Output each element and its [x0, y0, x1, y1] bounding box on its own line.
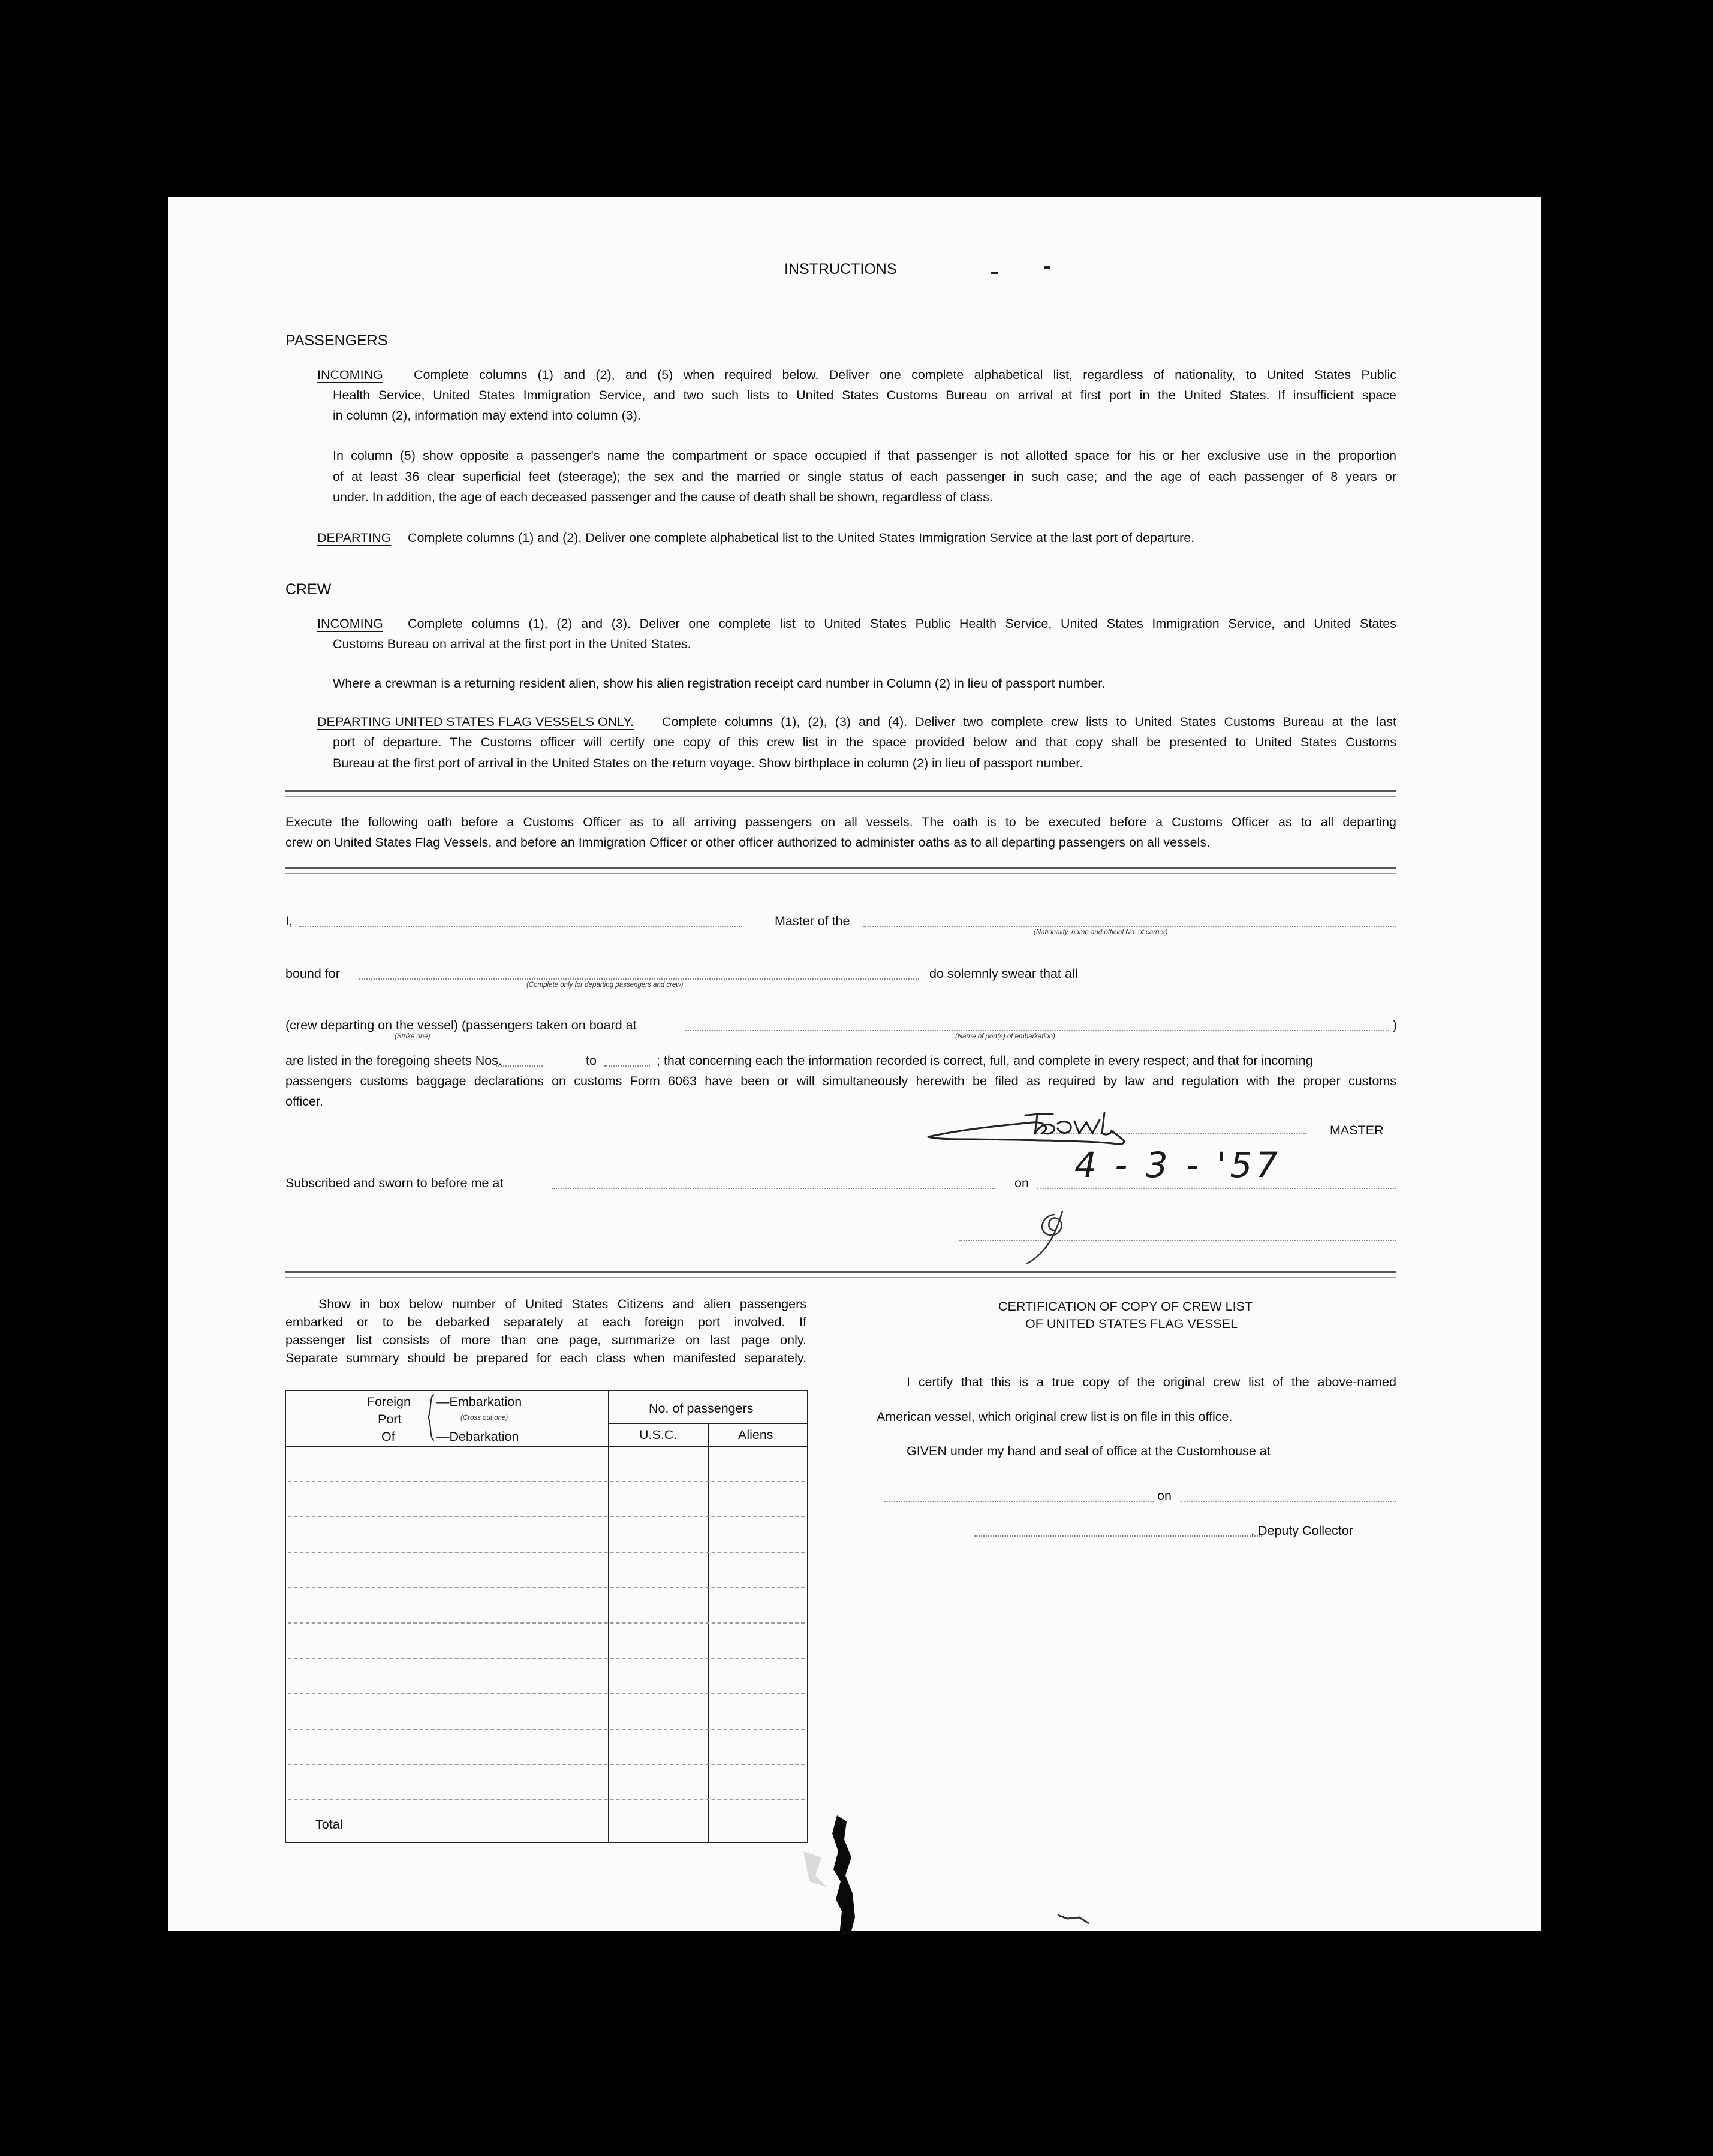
foreign-label: Foreign	[367, 1395, 411, 1409]
crew-incoming-text: Complete columns (1), (2) and (3). Deliver one complete list to United States Public Health Service, United States Immigration Service, and United States	[408, 616, 1396, 631]
deputy-collector-label: , Deputy Collector	[1251, 1523, 1353, 1538]
passengers-incoming-text: Complete columns (1) and (2), and (5) when required below. Deliver one complete alphabetical list, regardless of nationality, to United States Public	[414, 368, 1396, 382]
table-row[interactable]	[288, 1587, 805, 1588]
crew-departing-label: DEPARTING UNITED STATES FLAG VESSELS ONLY.	[317, 715, 634, 729]
passengers-heading: PASSENGERS	[285, 332, 388, 349]
summary-instruction: embarked or to be debarked separately at each foreign port involved. If	[285, 1315, 806, 1329]
crew-departing-text: Complete columns (1), (2), (3) and (4). Deliver two complete crew lists to United States Customs Bureau at the last	[662, 715, 1396, 729]
bound-for-field[interactable]	[359, 978, 919, 980]
certification-heading: CERTIFICATION OF COPY OF CREW LIST	[998, 1299, 1253, 1314]
stray-mark	[1044, 266, 1050, 269]
passengers-incoming-label: INCOMING	[317, 368, 383, 382]
listed-text: ; that concerning each the information recorded is correct, full, and complete in every respect; and that for incoming	[657, 1053, 1313, 1068]
column5-text: In column (5) show opposite a passenger's name the compartment or space occupied if that passenger is not allotted space for his or her exclusive use in the proportion	[333, 448, 1396, 463]
crew-incoming-text: Customs Bureau on arrival at the first port in the United States.	[333, 637, 691, 651]
certification-heading: OF UNITED STATES FLAG VESSEL	[1025, 1317, 1238, 1331]
table-divider	[708, 1423, 709, 1842]
total-label: Total	[315, 1817, 343, 1832]
stray-mark	[991, 272, 998, 274]
passenger-summary-table	[285, 1390, 808, 1843]
oath-instruction-text: crew on United States Flag Vessels, and before an Immigration Officer or other officer authorized to administer oaths as to all departing passengers on all vessels.	[285, 835, 1211, 850]
master-signature	[925, 1102, 1164, 1150]
divider	[285, 867, 1396, 874]
page-title: INSTRUCTIONS	[784, 261, 897, 278]
crew-departing-oath-text: (crew departing on the vessel) (passengers taken on board at	[285, 1018, 637, 1032]
officer-initials	[1019, 1204, 1085, 1270]
table-row[interactable]	[288, 1658, 805, 1659]
oath-instruction-text: Execute the following oath before a Customs Officer as to all arriving passengers on all vessels. The oath is to be executed before a Customs Officer as to all departing	[285, 815, 1396, 829]
crew-resident-text: Where a crewman is a returning resident alien, show his alien registration receipt card number in Column (2) in lieu of passport number.	[333, 676, 1106, 691]
crew-heading: CREW	[285, 581, 332, 598]
certification-text: I certify that this is a true copy of the original crew list of the above-named	[907, 1375, 1396, 1389]
table-header-rule	[285, 1446, 807, 1447]
listed-prefix: are listed in the foregoing sheets Nos.	[285, 1053, 502, 1068]
torn-edge-mark	[797, 1815, 893, 1935]
ports-note: (Name of port(s) of embarkation)	[955, 1033, 1055, 1040]
master-of-label: Master of the	[775, 914, 850, 928]
table-row[interactable]	[288, 1729, 805, 1730]
table-row[interactable]	[288, 1764, 805, 1765]
to-label: to	[586, 1053, 597, 1068]
summary-instruction: Separate summary should be prepared for each class when manifested separately.	[285, 1351, 806, 1365]
stray-mark	[1055, 1910, 1091, 1928]
listed-text: officer.	[285, 1094, 323, 1109]
of-label: Of	[381, 1429, 395, 1444]
oath-i-label: I,	[285, 914, 293, 928]
master-label: MASTER	[1330, 1123, 1384, 1137]
listed-text: passengers customs baggage declarations on customs Form 6063 have been or will simultaneously herewith be filed as required by law and regulation with the proper customs	[285, 1074, 1396, 1088]
table-row[interactable]	[288, 1693, 805, 1694]
cross-out-note: (Cross out one)	[460, 1414, 508, 1422]
master-name-field[interactable]	[299, 926, 742, 927]
form-page	[168, 197, 1541, 1931]
passengers-incoming-text: Health Service, United States Immigration Service, and two such lists to United States Customs Bureau on arrival at first port in the United States. If insufficient space	[333, 388, 1396, 402]
close-paren: )	[1393, 1018, 1398, 1032]
no-of-passengers-header: No. of passengers	[649, 1401, 754, 1416]
divider	[285, 1271, 1396, 1278]
aliens-header: Aliens	[738, 1428, 773, 1442]
passengers-departing-label: DEPARTING	[317, 531, 392, 545]
summary-instruction: Show in box below number of United States Citizens and alien passengers	[318, 1297, 806, 1311]
subscribed-label: Subscribed and sworn to before me at	[285, 1176, 504, 1190]
certification-text: GIVEN under my hand and seal of office at the Customhouse at	[907, 1444, 1271, 1458]
passengers-incoming-text: in column (2), information may extend into column (3).	[333, 408, 641, 423]
table-divider	[608, 1390, 609, 1842]
brace-icon	[427, 1393, 436, 1441]
divider	[285, 790, 1396, 797]
usc-header: U.S.C.	[639, 1428, 678, 1442]
swear-text: do solemnly swear that all	[929, 966, 1078, 981]
handwritten-date: 4 - 3 - '57	[1074, 1145, 1282, 1185]
table-divider	[608, 1423, 807, 1424]
crew-departing-text: port of departure. The Customs officer will certify one copy of this crew list in the space provided below and that copy shall be presented to United States Customs	[333, 735, 1396, 749]
passengers-departing-text: Complete columns (1) and (2). Deliver one complete alphabetical list to the United States Immigration Service at the last port of departure.	[408, 531, 1195, 545]
certification-date-field[interactable]	[1181, 1501, 1396, 1502]
carrier-note: (Nationality, name and official No. of carrier)	[1034, 929, 1168, 936]
table-row[interactable]	[288, 1481, 805, 1482]
carrier-field[interactable]	[863, 926, 1396, 927]
port-label: Port	[378, 1412, 402, 1426]
column5-text: under. In addition, the age of each deceased passenger and the cause of death shall be shown, regardless of class.	[333, 490, 993, 504]
embarkation-label: —Embarkation	[436, 1395, 522, 1409]
column5-text: of at least 36 clear superficial feet (steerage); the sex and the married or single status of each passenger in such case; and the age of each passenger of 8 years or	[333, 469, 1396, 484]
sworn-place-field[interactable]	[552, 1188, 995, 1189]
bound-for-label: bound for	[285, 966, 340, 981]
crew-incoming-label: INCOMING	[317, 616, 383, 631]
on-label: on	[1014, 1176, 1029, 1190]
customhouse-field[interactable]	[884, 1501, 1154, 1502]
table-row[interactable]	[288, 1622, 805, 1624]
table-row[interactable]	[288, 1799, 805, 1800]
debarkation-label: —Debarkation	[436, 1429, 519, 1444]
certification-text: American vessel, which original crew list is on file in this office.	[877, 1410, 1233, 1424]
sworn-date-field[interactable]	[1037, 1188, 1396, 1189]
table-row[interactable]	[288, 1552, 805, 1553]
sheet-to-field[interactable]	[604, 1065, 650, 1067]
strike-one-note: (Strike one)	[395, 1033, 430, 1040]
deputy-collector-signature-field[interactable]	[974, 1535, 1262, 1537]
table-row[interactable]	[288, 1516, 805, 1517]
embarkation-ports-field[interactable]	[685, 1030, 1389, 1031]
certification-on-label: on	[1157, 1489, 1172, 1503]
sheet-from-field[interactable]	[496, 1065, 543, 1067]
bound-for-note: (Complete only for departing passengers and crew)	[526, 981, 684, 989]
crew-departing-text: Bureau at the first port of arrival in the United States on the return voyage. Show birthplace in column (2) in lieu of passport number.	[333, 756, 1083, 770]
summary-instruction: passenger list consists of more than one page, summarize on last page only.	[285, 1333, 806, 1347]
